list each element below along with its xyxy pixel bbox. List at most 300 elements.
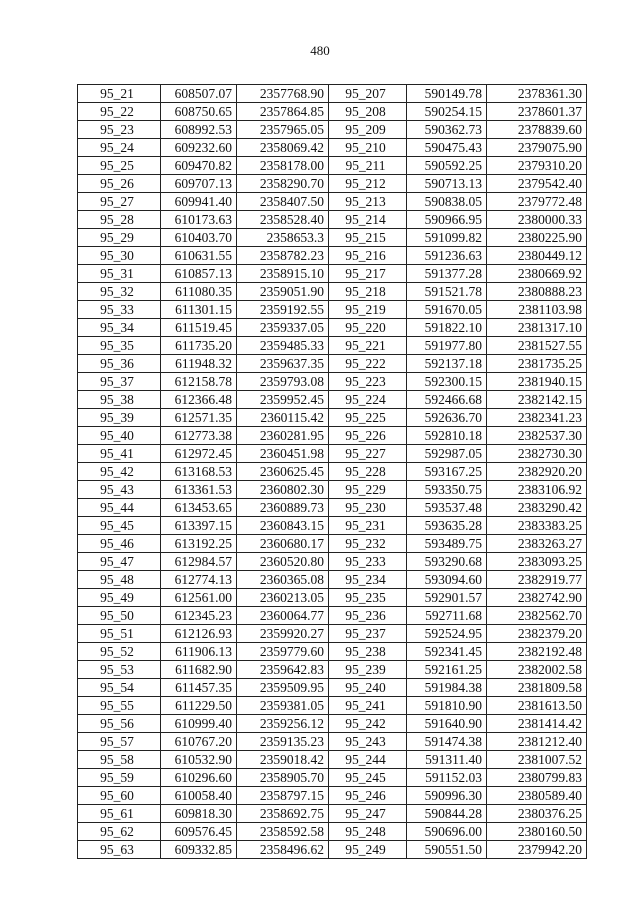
point-id-left-cell: 95_32 — [78, 283, 161, 301]
y-right-cell: 2383093.25 — [487, 553, 587, 571]
point-id-right-cell: 95_243 — [329, 733, 407, 751]
y-left-cell: 2358069.42 — [237, 139, 329, 157]
y-right-cell: 2383106.92 — [487, 481, 587, 499]
x-right-cell: 592524.95 — [407, 625, 487, 643]
point-id-right-cell: 95_213 — [329, 193, 407, 211]
point-id-right-cell: 95_211 — [329, 157, 407, 175]
table-row — [78, 841, 587, 859]
y-right-cell: 2378839.60 — [487, 121, 587, 139]
point-id-right-cell: 95_239 — [329, 661, 407, 679]
x-left-cell: 612571.35 — [161, 409, 237, 427]
x-left-cell: 609470.82 — [161, 157, 237, 175]
x-left-cell: 608507.07 — [161, 85, 237, 103]
x-left-cell: 610296.60 — [161, 769, 237, 787]
point-id-left-cell: 95_43 — [78, 481, 161, 499]
point-id-right-cell: 95_212 — [329, 175, 407, 193]
table-row — [78, 409, 587, 427]
x-right-cell: 590254.15 — [407, 103, 487, 121]
x-right-cell: 593290.68 — [407, 553, 487, 571]
y-left-cell: 2358496.62 — [237, 841, 329, 859]
x-right-cell: 590149.78 — [407, 85, 487, 103]
point-id-left-cell: 95_36 — [78, 355, 161, 373]
x-left-cell: 613168.53 — [161, 463, 237, 481]
y-right-cell: 2380376.25 — [487, 805, 587, 823]
point-id-right-cell: 95_249 — [329, 841, 407, 859]
table-row — [78, 337, 587, 355]
table-row — [78, 769, 587, 787]
x-right-cell: 591822.10 — [407, 319, 487, 337]
point-id-left-cell: 95_40 — [78, 427, 161, 445]
table-row — [78, 499, 587, 517]
table-row — [78, 661, 587, 679]
x-left-cell: 612773.38 — [161, 427, 237, 445]
point-id-right-cell: 95_217 — [329, 265, 407, 283]
x-right-cell: 590592.25 — [407, 157, 487, 175]
x-right-cell: 592161.25 — [407, 661, 487, 679]
y-right-cell: 2381809.58 — [487, 679, 587, 697]
table-row — [78, 193, 587, 211]
table-row — [78, 301, 587, 319]
y-right-cell: 2383290.42 — [487, 499, 587, 517]
point-id-left-cell: 95_30 — [78, 247, 161, 265]
x-left-cell: 612984.57 — [161, 553, 237, 571]
y-left-cell: 2359051.90 — [237, 283, 329, 301]
point-id-left-cell: 95_25 — [78, 157, 161, 175]
y-right-cell: 2383383.25 — [487, 517, 587, 535]
x-right-cell: 590996.30 — [407, 787, 487, 805]
point-id-left-cell: 95_21 — [78, 85, 161, 103]
point-id-left-cell: 95_39 — [78, 409, 161, 427]
x-right-cell: 593635.28 — [407, 517, 487, 535]
y-right-cell: 2382341.23 — [487, 409, 587, 427]
point-id-left-cell: 95_54 — [78, 679, 161, 697]
point-id-left-cell: 95_46 — [78, 535, 161, 553]
y-right-cell: 2381212.40 — [487, 733, 587, 751]
point-id-right-cell: 95_245 — [329, 769, 407, 787]
table-row — [78, 607, 587, 625]
x-left-cell: 609941.40 — [161, 193, 237, 211]
point-id-right-cell: 95_207 — [329, 85, 407, 103]
point-id-left-cell: 95_37 — [78, 373, 161, 391]
table-row — [78, 823, 587, 841]
table-row — [78, 139, 587, 157]
table-row — [78, 85, 587, 103]
y-right-cell: 2380589.40 — [487, 787, 587, 805]
coordinate-table — [77, 84, 587, 859]
y-left-cell: 2360889.73 — [237, 499, 329, 517]
y-left-cell: 2360365.08 — [237, 571, 329, 589]
y-left-cell: 2359192.55 — [237, 301, 329, 319]
point-id-right-cell: 95_240 — [329, 679, 407, 697]
point-id-right-cell: 95_220 — [329, 319, 407, 337]
point-id-right-cell: 95_223 — [329, 373, 407, 391]
point-id-left-cell: 95_50 — [78, 607, 161, 625]
point-id-right-cell: 95_235 — [329, 589, 407, 607]
x-right-cell: 593489.75 — [407, 535, 487, 553]
point-id-right-cell: 95_231 — [329, 517, 407, 535]
x-right-cell: 591311.40 — [407, 751, 487, 769]
y-left-cell: 2359256.12 — [237, 715, 329, 733]
y-left-cell: 2358782.23 — [237, 247, 329, 265]
x-right-cell: 592137.18 — [407, 355, 487, 373]
y-right-cell: 2380888.23 — [487, 283, 587, 301]
y-left-cell: 2357864.85 — [237, 103, 329, 121]
point-id-right-cell: 95_236 — [329, 607, 407, 625]
x-right-cell: 591521.78 — [407, 283, 487, 301]
y-right-cell: 2383263.27 — [487, 535, 587, 553]
point-id-left-cell: 95_60 — [78, 787, 161, 805]
y-right-cell: 2381007.52 — [487, 751, 587, 769]
y-left-cell: 2359952.45 — [237, 391, 329, 409]
y-right-cell: 2382742.90 — [487, 589, 587, 607]
y-right-cell: 2380225.90 — [487, 229, 587, 247]
point-id-left-cell: 95_31 — [78, 265, 161, 283]
x-left-cell: 610631.55 — [161, 247, 237, 265]
point-id-left-cell: 95_42 — [78, 463, 161, 481]
y-right-cell: 2380669.92 — [487, 265, 587, 283]
table-row — [78, 319, 587, 337]
y-left-cell: 2357965.05 — [237, 121, 329, 139]
y-right-cell: 2380000.33 — [487, 211, 587, 229]
x-left-cell: 611301.15 — [161, 301, 237, 319]
x-left-cell: 611735.20 — [161, 337, 237, 355]
x-left-cell: 611948.32 — [161, 355, 237, 373]
x-left-cell: 612774.13 — [161, 571, 237, 589]
x-left-cell: 612345.23 — [161, 607, 237, 625]
x-right-cell: 593350.75 — [407, 481, 487, 499]
y-right-cell: 2380799.83 — [487, 769, 587, 787]
x-right-cell: 592901.57 — [407, 589, 487, 607]
point-id-left-cell: 95_23 — [78, 121, 161, 139]
x-right-cell: 592300.15 — [407, 373, 487, 391]
table-row — [78, 463, 587, 481]
point-id-right-cell: 95_230 — [329, 499, 407, 517]
y-left-cell: 2359135.23 — [237, 733, 329, 751]
y-left-cell: 2358407.50 — [237, 193, 329, 211]
x-left-cell: 610857.13 — [161, 265, 237, 283]
x-right-cell: 590713.13 — [407, 175, 487, 193]
point-id-left-cell: 95_34 — [78, 319, 161, 337]
y-right-cell: 2382002.58 — [487, 661, 587, 679]
point-id-left-cell: 95_45 — [78, 517, 161, 535]
point-id-right-cell: 95_222 — [329, 355, 407, 373]
x-right-cell: 590844.28 — [407, 805, 487, 823]
page-number: 480 — [310, 43, 330, 58]
point-id-right-cell: 95_219 — [329, 301, 407, 319]
table-row — [78, 355, 587, 373]
table-row — [78, 733, 587, 751]
y-right-cell: 2382919.77 — [487, 571, 587, 589]
point-id-right-cell: 95_210 — [329, 139, 407, 157]
x-right-cell: 591984.38 — [407, 679, 487, 697]
y-right-cell: 2379542.40 — [487, 175, 587, 193]
x-left-cell: 612158.78 — [161, 373, 237, 391]
point-id-left-cell: 95_33 — [78, 301, 161, 319]
point-id-left-cell: 95_44 — [78, 499, 161, 517]
point-id-left-cell: 95_24 — [78, 139, 161, 157]
y-right-cell: 2382142.15 — [487, 391, 587, 409]
y-left-cell: 2358692.75 — [237, 805, 329, 823]
y-right-cell: 2380449.12 — [487, 247, 587, 265]
x-left-cell: 613397.15 — [161, 517, 237, 535]
x-right-cell: 591152.03 — [407, 769, 487, 787]
point-id-left-cell: 95_53 — [78, 661, 161, 679]
point-id-right-cell: 95_247 — [329, 805, 407, 823]
table-row — [78, 553, 587, 571]
x-right-cell: 590838.05 — [407, 193, 487, 211]
x-left-cell: 612972.45 — [161, 445, 237, 463]
table-row — [78, 445, 587, 463]
table-row — [78, 211, 587, 229]
x-left-cell: 612366.48 — [161, 391, 237, 409]
x-left-cell: 611457.35 — [161, 679, 237, 697]
table-row — [78, 715, 587, 733]
x-left-cell: 608992.53 — [161, 121, 237, 139]
y-left-cell: 2360213.05 — [237, 589, 329, 607]
x-left-cell: 609818.30 — [161, 805, 237, 823]
point-id-right-cell: 95_241 — [329, 697, 407, 715]
y-left-cell: 2359337.05 — [237, 319, 329, 337]
y-left-cell: 2360625.45 — [237, 463, 329, 481]
x-right-cell: 592636.70 — [407, 409, 487, 427]
y-left-cell: 2358905.70 — [237, 769, 329, 787]
x-left-cell: 611906.13 — [161, 643, 237, 661]
y-left-cell: 2359485.33 — [237, 337, 329, 355]
x-right-cell: 590696.00 — [407, 823, 487, 841]
x-right-cell: 591474.38 — [407, 733, 487, 751]
x-right-cell: 592711.68 — [407, 607, 487, 625]
point-id-right-cell: 95_244 — [329, 751, 407, 769]
x-left-cell: 611229.50 — [161, 697, 237, 715]
y-left-cell: 2360115.42 — [237, 409, 329, 427]
point-id-left-cell: 95_27 — [78, 193, 161, 211]
y-right-cell: 2382192.48 — [487, 643, 587, 661]
y-left-cell: 2358915.10 — [237, 265, 329, 283]
x-left-cell: 610999.40 — [161, 715, 237, 733]
point-id-left-cell: 95_48 — [78, 571, 161, 589]
x-right-cell: 590475.43 — [407, 139, 487, 157]
y-right-cell: 2381940.15 — [487, 373, 587, 391]
y-right-cell: 2378601.37 — [487, 103, 587, 121]
x-left-cell: 609707.13 — [161, 175, 237, 193]
y-right-cell: 2381103.98 — [487, 301, 587, 319]
table-row — [78, 697, 587, 715]
point-id-right-cell: 95_234 — [329, 571, 407, 589]
point-id-right-cell: 95_227 — [329, 445, 407, 463]
y-right-cell: 2379772.48 — [487, 193, 587, 211]
y-left-cell: 2360680.17 — [237, 535, 329, 553]
y-right-cell: 2378361.30 — [487, 85, 587, 103]
y-right-cell: 2381317.10 — [487, 319, 587, 337]
x-left-cell: 609332.85 — [161, 841, 237, 859]
coordinate-table-body — [78, 85, 587, 859]
point-id-right-cell: 95_229 — [329, 481, 407, 499]
point-id-left-cell: 95_26 — [78, 175, 161, 193]
table-row — [78, 625, 587, 643]
point-id-right-cell: 95_228 — [329, 463, 407, 481]
y-right-cell: 2381527.55 — [487, 337, 587, 355]
x-left-cell: 610173.63 — [161, 211, 237, 229]
table-row — [78, 787, 587, 805]
point-id-right-cell: 95_221 — [329, 337, 407, 355]
table-row — [78, 121, 587, 139]
x-right-cell: 590551.50 — [407, 841, 487, 859]
point-id-right-cell: 95_246 — [329, 787, 407, 805]
point-id-right-cell: 95_215 — [329, 229, 407, 247]
x-right-cell: 590362.73 — [407, 121, 487, 139]
table-row — [78, 643, 587, 661]
point-id-right-cell: 95_224 — [329, 391, 407, 409]
table-row — [78, 283, 587, 301]
table-row — [78, 679, 587, 697]
x-right-cell: 591670.05 — [407, 301, 487, 319]
point-id-right-cell: 95_233 — [329, 553, 407, 571]
x-right-cell: 592341.45 — [407, 643, 487, 661]
y-left-cell: 2360520.80 — [237, 553, 329, 571]
x-left-cell: 608750.65 — [161, 103, 237, 121]
y-left-cell: 2359793.08 — [237, 373, 329, 391]
table-row — [78, 265, 587, 283]
table-row — [78, 517, 587, 535]
x-left-cell: 610403.70 — [161, 229, 237, 247]
point-id-right-cell: 95_218 — [329, 283, 407, 301]
y-right-cell: 2379942.20 — [487, 841, 587, 859]
point-id-left-cell: 95_57 — [78, 733, 161, 751]
y-left-cell: 2359920.27 — [237, 625, 329, 643]
point-id-left-cell: 95_55 — [78, 697, 161, 715]
x-right-cell: 591640.90 — [407, 715, 487, 733]
table-row — [78, 805, 587, 823]
x-right-cell: 592987.05 — [407, 445, 487, 463]
x-right-cell: 592466.68 — [407, 391, 487, 409]
point-id-left-cell: 95_41 — [78, 445, 161, 463]
y-left-cell: 2358592.58 — [237, 823, 329, 841]
point-id-right-cell: 95_232 — [329, 535, 407, 553]
x-right-cell: 591377.28 — [407, 265, 487, 283]
table-row — [78, 427, 587, 445]
x-left-cell: 611519.45 — [161, 319, 237, 337]
y-left-cell: 2359018.42 — [237, 751, 329, 769]
y-right-cell: 2379075.90 — [487, 139, 587, 157]
y-left-cell: 2360843.15 — [237, 517, 329, 535]
y-right-cell: 2379310.20 — [487, 157, 587, 175]
x-left-cell: 611682.90 — [161, 661, 237, 679]
x-left-cell: 610767.20 — [161, 733, 237, 751]
x-right-cell: 593537.48 — [407, 499, 487, 517]
x-right-cell: 591810.90 — [407, 697, 487, 715]
point-id-right-cell: 95_248 — [329, 823, 407, 841]
table-row — [78, 391, 587, 409]
point-id-left-cell: 95_51 — [78, 625, 161, 643]
x-right-cell: 590966.95 — [407, 211, 487, 229]
point-id-left-cell: 95_59 — [78, 769, 161, 787]
point-id-left-cell: 95_35 — [78, 337, 161, 355]
table-row — [78, 373, 587, 391]
x-left-cell: 609232.60 — [161, 139, 237, 157]
point-id-left-cell: 95_47 — [78, 553, 161, 571]
x-left-cell: 611080.35 — [161, 283, 237, 301]
point-id-right-cell: 95_238 — [329, 643, 407, 661]
point-id-left-cell: 95_58 — [78, 751, 161, 769]
point-id-left-cell: 95_62 — [78, 823, 161, 841]
point-id-left-cell: 95_38 — [78, 391, 161, 409]
x-left-cell: 612561.00 — [161, 589, 237, 607]
point-id-right-cell: 95_209 — [329, 121, 407, 139]
x-left-cell: 613361.53 — [161, 481, 237, 499]
y-left-cell: 2360451.98 — [237, 445, 329, 463]
point-id-right-cell: 95_214 — [329, 211, 407, 229]
x-right-cell: 593167.25 — [407, 463, 487, 481]
point-id-left-cell: 95_56 — [78, 715, 161, 733]
x-left-cell: 609576.45 — [161, 823, 237, 841]
y-right-cell: 2381414.42 — [487, 715, 587, 733]
y-left-cell: 2360802.30 — [237, 481, 329, 499]
point-id-right-cell: 95_237 — [329, 625, 407, 643]
x-right-cell: 591977.80 — [407, 337, 487, 355]
y-left-cell: 2359637.35 — [237, 355, 329, 373]
y-right-cell: 2382379.20 — [487, 625, 587, 643]
table-row — [78, 571, 587, 589]
table-row — [78, 103, 587, 121]
x-left-cell: 613453.65 — [161, 499, 237, 517]
point-id-left-cell: 95_63 — [78, 841, 161, 859]
point-id-left-cell: 95_29 — [78, 229, 161, 247]
table-row — [78, 751, 587, 769]
y-left-cell: 2358653.3 — [237, 229, 329, 247]
y-left-cell: 2359509.95 — [237, 679, 329, 697]
y-left-cell: 2360064.77 — [237, 607, 329, 625]
y-left-cell: 2357768.90 — [237, 85, 329, 103]
x-right-cell: 591236.63 — [407, 247, 487, 265]
y-left-cell: 2359642.83 — [237, 661, 329, 679]
y-left-cell: 2358290.70 — [237, 175, 329, 193]
table-row — [78, 175, 587, 193]
x-left-cell: 610532.90 — [161, 751, 237, 769]
point-id-left-cell: 95_49 — [78, 589, 161, 607]
x-left-cell: 610058.40 — [161, 787, 237, 805]
point-id-right-cell: 95_216 — [329, 247, 407, 265]
y-left-cell: 2359779.60 — [237, 643, 329, 661]
point-id-left-cell: 95_52 — [78, 643, 161, 661]
y-left-cell: 2358178.00 — [237, 157, 329, 175]
y-right-cell: 2381735.25 — [487, 355, 587, 373]
point-id-right-cell: 95_242 — [329, 715, 407, 733]
y-right-cell: 2382920.20 — [487, 463, 587, 481]
point-id-left-cell: 95_61 — [78, 805, 161, 823]
point-id-right-cell: 95_208 — [329, 103, 407, 121]
y-right-cell: 2382730.30 — [487, 445, 587, 463]
x-right-cell: 592810.18 — [407, 427, 487, 445]
x-right-cell: 591099.82 — [407, 229, 487, 247]
y-left-cell: 2358528.40 — [237, 211, 329, 229]
table-row — [78, 229, 587, 247]
x-left-cell: 612126.93 — [161, 625, 237, 643]
y-right-cell: 2382537.30 — [487, 427, 587, 445]
point-id-right-cell: 95_226 — [329, 427, 407, 445]
table-row — [78, 589, 587, 607]
y-right-cell: 2381613.50 — [487, 697, 587, 715]
y-right-cell: 2382562.70 — [487, 607, 587, 625]
table-row — [78, 157, 587, 175]
table-row — [78, 535, 587, 553]
point-id-right-cell: 95_225 — [329, 409, 407, 427]
y-left-cell: 2359381.05 — [237, 697, 329, 715]
y-right-cell: 2380160.50 — [487, 823, 587, 841]
y-left-cell: 2360281.95 — [237, 427, 329, 445]
point-id-left-cell: 95_22 — [78, 103, 161, 121]
table-row — [78, 247, 587, 265]
x-left-cell: 613192.25 — [161, 535, 237, 553]
